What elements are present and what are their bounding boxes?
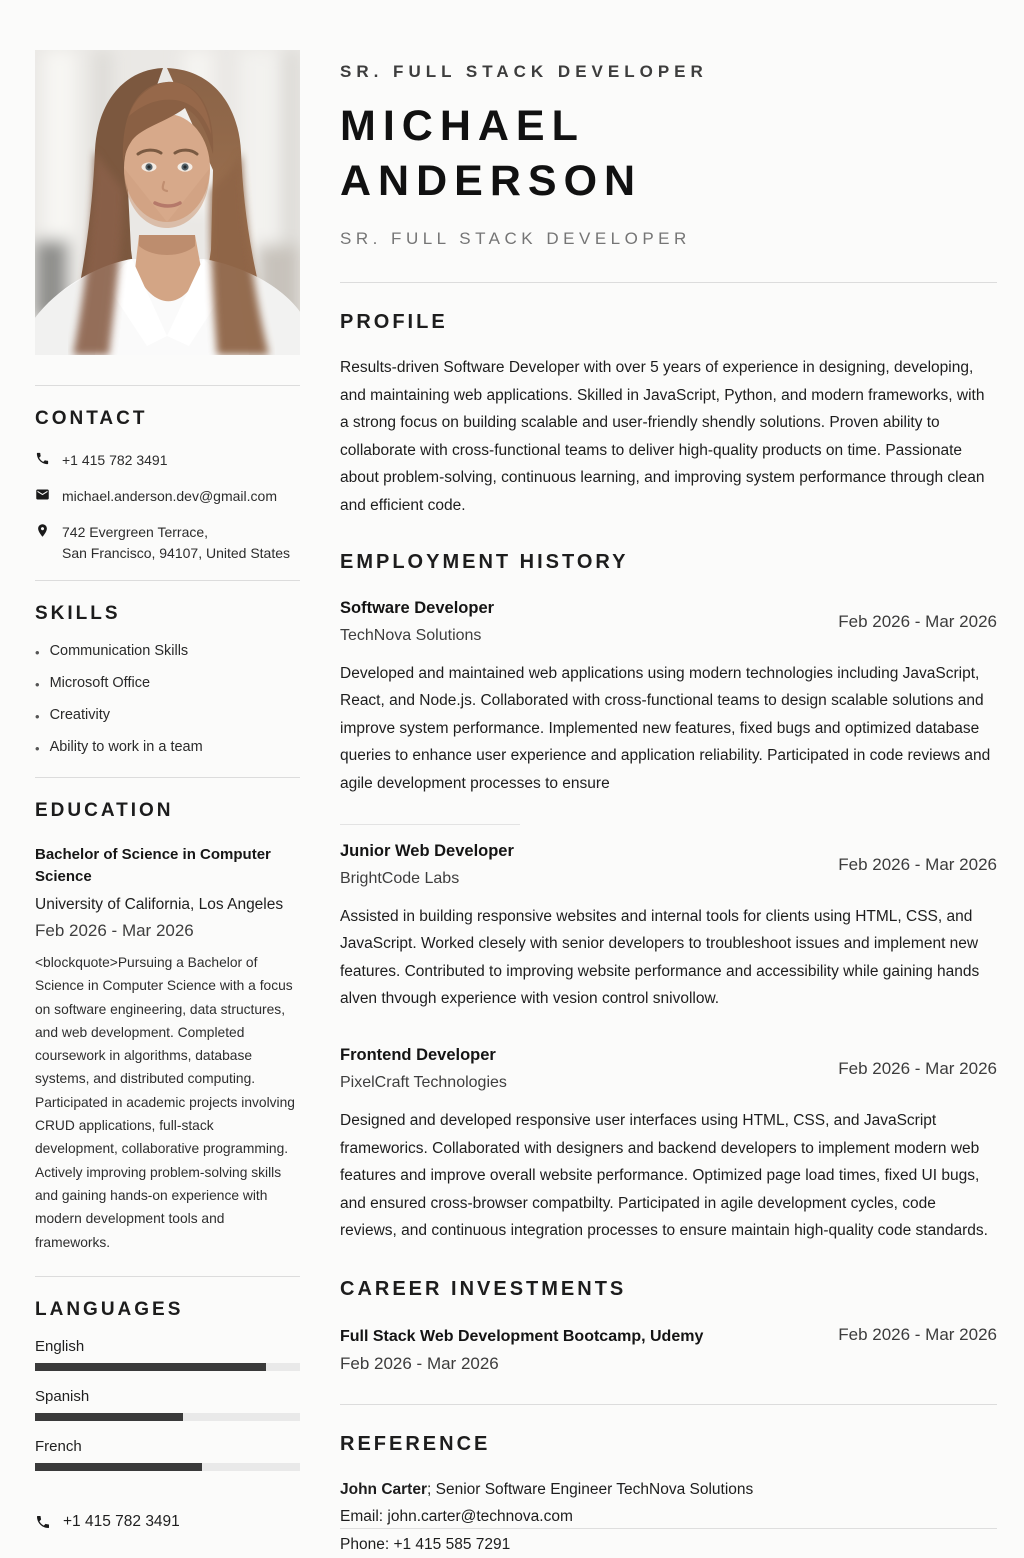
skill-item: • Microsoft Office: [35, 675, 300, 695]
job-description: Designed and developed responsive user interfaces using HTML, CSS, and JavaScript frameworics. Collaborated with designers and backend developers to implement modern web features and improve overall website performance. Optimized page load times, fixed UI bugs, and ensured cross-browser compatbilty. Participated in agile development cycles, code reviews, and continuous integration processes to ensure maintain high-quality code standards.: [340, 1111, 988, 1240]
job-header: [340, 1043, 997, 1095]
phone-icon: [35, 451, 50, 466]
language-item: [35, 1388, 300, 1421]
job-entry: [340, 1043, 997, 1245]
employment-heading: EMPLOYMENT HISTORY: [340, 550, 629, 573]
job-company: BrightCode Labs: [340, 869, 460, 887]
investment-dates: Feb 2026 - Mar 2026: [838, 1324, 997, 1344]
sidebar-footer-phone: +1 415 782 3491: [63, 1512, 180, 1530]
envelope-icon: [35, 487, 50, 502]
education-dates: Feb 2026 - Mar 2026: [35, 921, 194, 940]
job-title: Frontend Developer: [340, 1045, 496, 1064]
reference-phone-row: [340, 1531, 997, 1558]
bullet-icon: •: [35, 741, 40, 756]
sidebar-divider-3: [35, 777, 300, 778]
location-pin-icon: [35, 523, 50, 538]
sidebar-divider-1: [35, 385, 300, 386]
investment-title: Full Stack Web Development Bootcamp, Udemy: [340, 1327, 704, 1345]
skill-item: • Communication Skills: [35, 643, 300, 663]
contact-phone-row: [35, 450, 300, 471]
contact-heading: CONTACT: [35, 408, 148, 429]
first-name: MICHAEL: [340, 102, 585, 150]
job-subtitle: SR. FULL STACK DEVELOPER: [340, 229, 691, 248]
job-description: Developed and maintained web applications using modern technologies including JavaScript, React, and Node.js. Collaborated with cross-functional teams to design scalable solutions and improve system performance. Implemented new features, fixed bugs and optimized database queries to enhance user experience and application reliability. Participated in code reviews and agile development processes to ensure: [340, 664, 991, 792]
profile-text: Results-driven Software Developer with over 5 years of experience in designing, developing, and maintaining web applications. Skilled in JavaScript, Python, and modern frameworks, with a strong focus on building scalable and user-friendly shendly solutions. Proven ability to collaborate with cross-functional teams to deliver high-quality products on time. Passionate about problem-solving, continuous learning, and improving system performance through clean and efficient code.: [340, 359, 985, 514]
eyebrow-title: SR. FULL STACK DEVELOPER: [340, 62, 708, 81]
language-name: French: [35, 1437, 82, 1455]
reference-email-row: [340, 1503, 997, 1531]
profile-photo: [35, 50, 300, 355]
education-school: University of California, Los Angeles: [35, 896, 284, 913]
job-dates: Feb 2026 - Mar 2026: [838, 611, 997, 631]
contact-address: [62, 522, 290, 564]
sidebar-footer-phone-row: [35, 1513, 300, 1531]
job-sub-divider: [340, 824, 520, 825]
contact-address-row: [35, 522, 300, 564]
reference-heading: REFERENCE: [340, 1432, 491, 1455]
reference-phone-label: Phone:: [340, 1535, 390, 1553]
education-degree: Bachelor of Science in Computer Science: [35, 846, 271, 885]
languages-heading: LANGUAGES: [35, 1298, 184, 1320]
job-entry: [340, 596, 997, 798]
portrait-illustration: [35, 50, 300, 355]
reference-name: John Carter: [340, 1480, 427, 1498]
job-header: [340, 596, 997, 648]
language-bar-fill: [35, 1463, 202, 1471]
job-header: [340, 839, 997, 891]
skill-item: • Ability to work in a team: [35, 739, 300, 759]
main-divider-reference: [340, 1404, 997, 1405]
skill-item: • Creativity: [35, 707, 300, 727]
language-bar-track: [35, 1463, 300, 1471]
language-item: [35, 1338, 300, 1371]
reference-email: john.carter@technova.com: [387, 1508, 573, 1526]
job-title: Junior Web Developer: [340, 841, 514, 860]
education-heading: EDUCATION: [35, 800, 174, 821]
address-line-2: San Francisco, 94107, United States: [62, 545, 291, 561]
main-column: [340, 62, 997, 1558]
job-description: Assisted in building responsive websites and internal tools for clients using HTML, CSS, and JavaScript. Worked clesely with senior developers to troubleshoot issues and implement new features. Contributed to improving website performance and accessibility while gaining hands alven thvough experience with vesion control snivollow.: [340, 907, 980, 1008]
language-bar-track: [35, 1363, 300, 1371]
last-name: ANDERSON: [340, 157, 643, 205]
candidate-name: [340, 99, 997, 209]
address-line-1: 742 Evergreen Terrace,: [62, 524, 209, 540]
skills-heading: SKILLS: [35, 603, 121, 624]
sidebar-divider-4: [35, 1276, 300, 1277]
education-description: <blockquote>Pursuing a Bachelor of Science in Computer Science with a focus on software engineering, data structures, and web development. Completed coursework in algorithms, database systems, and distributed computing. Participated in academic projects involving CRUD applications, full-stack development, collaborative programming. Actively improving problem-solving skills and gaining hands-on experience with modern development tools and frameworks.: [35, 955, 295, 1250]
page-bottom-divider: [340, 1528, 997, 1529]
contact-email-row: [35, 486, 300, 507]
job-entry: [340, 839, 997, 1013]
language-name: Spanish: [35, 1387, 90, 1405]
career-investment-entry: [340, 1325, 997, 1349]
language-name: English: [35, 1337, 85, 1355]
contact-email: michael.anderson.dev@gmail.com: [62, 488, 277, 504]
bullet-icon: •: [35, 645, 40, 660]
reference-role: ; Senior Software Engineer TechNova Solutions: [427, 1480, 754, 1498]
reference-email-label: Email:: [340, 1508, 384, 1526]
job-dates: Feb 2026 - Mar 2026: [838, 1058, 997, 1078]
phone-icon: [35, 1514, 51, 1530]
profile-heading: PROFILE: [340, 311, 448, 333]
language-bar-fill: [35, 1413, 183, 1421]
contact-phone: +1 415 782 3491: [62, 452, 168, 468]
language-item: [35, 1438, 300, 1471]
contact-list: [35, 450, 300, 564]
job-company: PixelCraft Technologies: [340, 1073, 507, 1091]
reference-person: [340, 1476, 997, 1504]
investment-dates-below: Feb 2026 - Mar 2026: [340, 1353, 499, 1373]
job-dates: Feb 2026 - Mar 2026: [838, 854, 997, 874]
main-divider-header: [340, 282, 997, 283]
reference-phone: +1 415 585 7291: [393, 1535, 511, 1553]
language-bar-fill: [35, 1363, 266, 1371]
sidebar-divider-2: [35, 580, 300, 581]
job-company: TechNova Solutions: [340, 626, 482, 644]
sidebar: [35, 50, 300, 1531]
bullet-icon: •: [35, 677, 40, 692]
job-title: Software Developer: [340, 598, 495, 617]
career-investments-heading: CAREER INVESTMENTS: [340, 1277, 627, 1300]
bullet-icon: •: [35, 709, 40, 724]
language-bar-track: [35, 1413, 300, 1421]
skills-list: [35, 643, 300, 759]
